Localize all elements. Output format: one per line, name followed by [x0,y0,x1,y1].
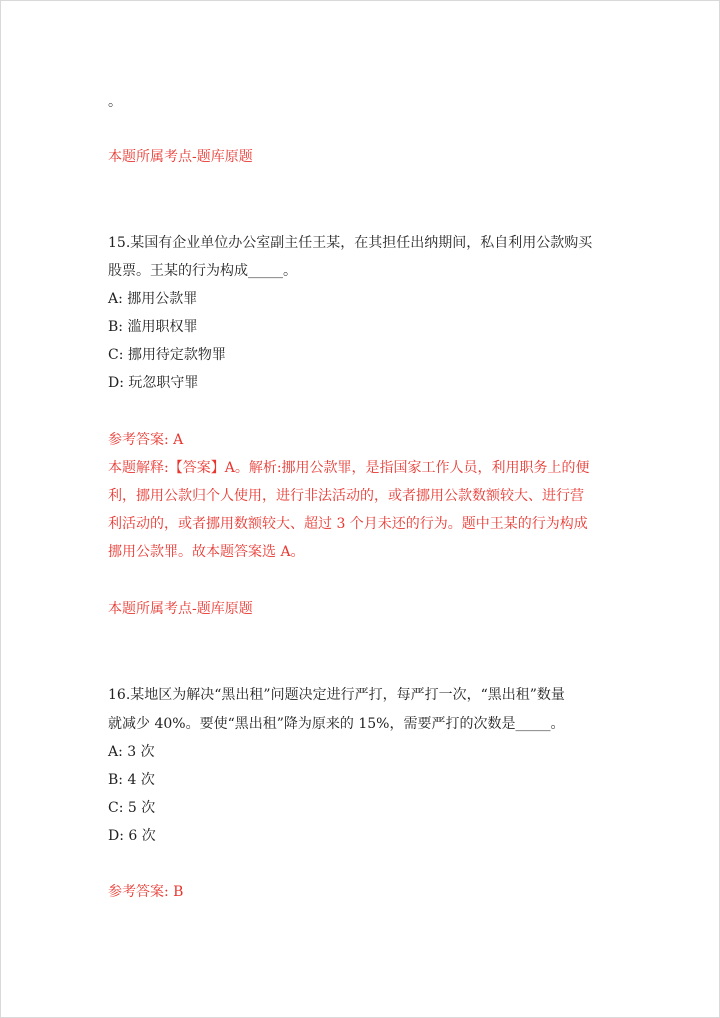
previous-topic-note: 本题所属考点-题库原题 [108,149,253,165]
question-16-stem-line-2: 就减少 40%。要使“黑出租”降为原来的 15%，需要严打的次数是_____。 [108,716,565,732]
question-15-explanation-line-1: 本题解释:【答案】A。解析:挪用公款罪，是指国家工作人员，利用职务上的便 [108,460,590,476]
question-15-answer: 参考答案: A [108,432,184,448]
question-15-option-a: A: 挪用公款罪 [108,291,198,307]
question-15-option-b: B: 滥用职权罪 [108,319,198,335]
question-15-stem-line-1: 15.某国有企业单位办公室副主任王某，在其担任出纳期间，私自利用公款购买 [108,235,593,251]
question-16-option-b: B: 4 次 [108,772,155,788]
previous-question-tail: 。 [108,94,122,110]
question-16-option-a: A: 3 次 [108,744,155,760]
question-15-stem-line-2: 股票。王某的行为构成_____。 [108,263,297,279]
question-15-explanation-line-3: 利活动的，或者挪用数额较大、超过 3 个月未还的行为。题中王某的行为构成 [108,516,588,532]
question-16-answer: 参考答案: B [108,884,184,900]
question-16-option-d: D: 6 次 [108,828,156,844]
question-15-option-c: C: 挪用待定款物罪 [108,347,226,363]
question-15-explanation-line-2: 利，挪用公款归个人使用，进行非法活动的，或者挪用公款数额较大、进行营 [108,488,584,504]
question-16-stem-line-1: 16.某地区为解决“黑出租”问题决定进行严打，每严打一次，“黑出租”数量 [108,687,565,703]
question-15-topic-note: 本题所属考点-题库原题 [108,601,253,617]
question-15-option-d: D: 玩忽职守罪 [108,375,199,391]
question-16-option-c: C: 5 次 [108,800,156,816]
question-15-explanation-line-4: 挪用公款罪。故本题答案选 A。 [108,544,305,560]
